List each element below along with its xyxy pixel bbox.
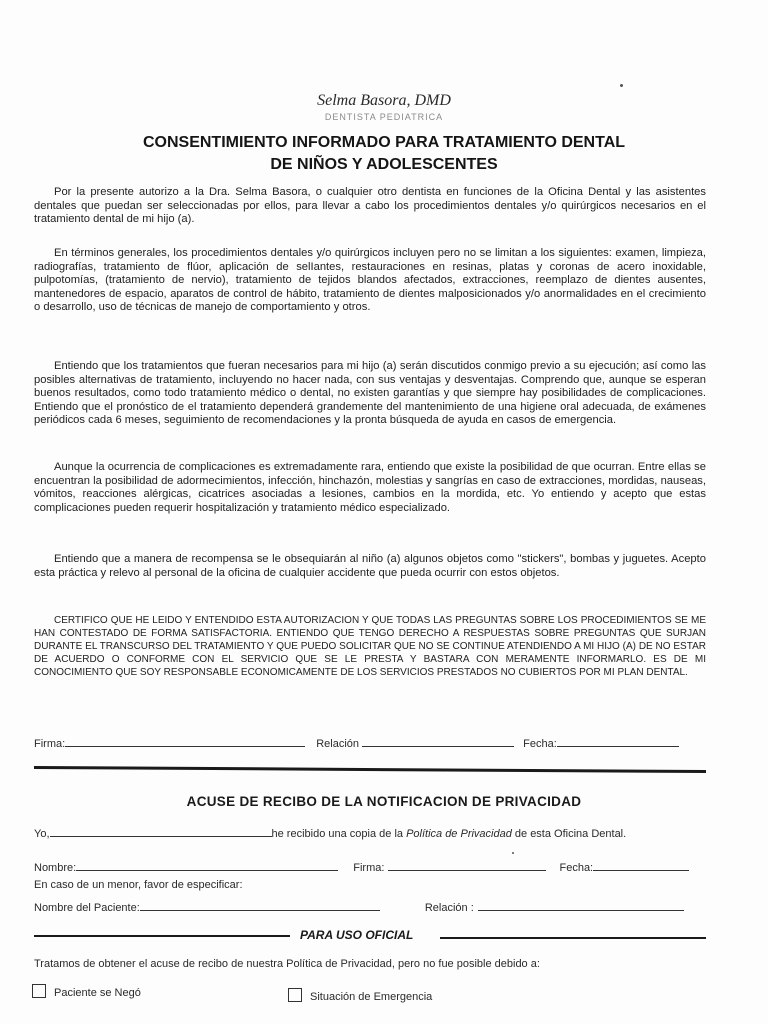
doctor-specialty: DENTISTA PEDIATRICA [324,112,444,122]
fecha-label: Fecha: [523,738,557,750]
consent-paragraph-1: Por la presente autorizo a la Dra. Selma Basora, o cualquier otro dentista en funciones de la Oficina Dental y las asistentes dentales que puedan ser seleccionadas por ellos, para llevar a cabo los procedimientos dentales y/o quirúrgicos necesarios en el tratamiento dental de mi hijo (a). [34,186,706,226]
option-emergency-label: Situación de Emergencia [310,991,433,1003]
consent-title-line1: CONSENTIMIENTO INFORMADO PARA TRATAMIENTO DENTAL [142,134,626,151]
yo-statement-tail: de esta Oficina Dental. [511,828,627,840]
relacion-label: Relación [316,738,360,750]
nombre-line[interactable] [76,860,338,871]
privacy-relacion-label: Relación : [424,902,474,914]
privacy-firma-label: Firma: [353,862,385,874]
consent-paragraph-4: Aunque la ocurrencia de complicaciones es extremadamente rara, entiendo que existe la posibilidad de que ocurran. Entre ellas se encuentran la posibilidad de adormecimientos, infección, hinchazón, molestias y sangrías en caso de extracciones, mordidas, nauseas, vómitos, reacciones alérgicas, cicatrices asociadas a lesiones, cambios en la mordida, etc. Yo entiendo y acepto que estas complicaciones pueden requerir hospitalización y tratamiento médico especializado. [34,461,706,514]
section-divider [34,766,706,773]
patient-row [34,900,704,914]
privacy-fecha-line[interactable] [593,860,689,871]
consent-paragraph-5: Entiendo que a manera de recompensa se le obsequiarán al niño (a) algunos objetos como "stickers", bombas y juguetes. Acepto esta práctica y relevo al personal de la oficina de cualquier accidente que pueda ocurrir con estos objetos. [34,553,706,579]
relacion-line[interactable] [362,736,514,747]
official-rule-left [34,935,290,937]
option-patient-refused[interactable] [32,984,141,999]
consent-paragraph-3: Entiendo que los tratamientos que fueran necesarios para mi hijo (a) serán discutidos conmigo previo a su ejecución; así como las posibles alternativas de tratamiento, incluyendo no hacer nada, con sus ventajas y desventajas. Comprendo que, aunque se esperan buenos resultados, como todo tratamiento médico o dental, no existen garantías y que siempre hay posibilidades de complicaciones. Entiendo que el pronóstico de el tratamiento dependerá grandemente del mantenimiento de una higiene oral adecuada, de exámenes periódicos cada 6 meses, seguimiento de recomendaciones y la pronta búsqueda de ayuda en casos de emergencia. [34,360,706,427]
patient-name-line[interactable] [140,900,380,911]
privacy-title: ACUSE DE RECIBO DE LA NOTIFICACION DE PRIVACIDAD [186,794,582,809]
scan-speck [512,852,514,854]
official-note: Tratamos de obtener el acuse de recibo de nuestra Política de Privacidad, pero no fue posible debido a: [34,958,540,970]
yo-name-line[interactable] [50,826,272,837]
privacy-firma-line[interactable] [388,860,546,871]
scan-speck [620,84,623,87]
privacy-fecha-label: Fecha: [559,862,594,874]
doctor-name: Selma Basora, DMD [317,92,451,109]
privacy-relacion-line[interactable] [478,900,684,911]
nombre-label: Nombre: [34,862,77,874]
consent-signature-row [34,736,704,750]
fecha-line[interactable] [557,736,679,747]
official-rule-right [440,937,706,939]
option-emergency[interactable] [288,988,432,1003]
checkbox-emergency[interactable] [288,988,302,1002]
consent-title-line2: DE NIÑOS Y ADOLESCENTES [270,156,498,173]
consent-certification: CERTIFICO QUE HE LEIDO Y ENTENDIDO ESTA AUTORIZACION Y QUE TODAS LAS PREGUNTAS SOBRE LOS PROCEDIMIENTOS SE ME HAN CONTESTADO DE FORMA SATISFACTORIA. ENTIENDO QUE TENGO DERECHO A RESPUESTAS SOBRE PREGUNTAS QUE SURJAN DURANTE EL TRANSCURSO DEL TRATAMIENTO Y QUE PUEDO SOLICITAR QUE NO SE CONTINUE ATENDIENDO A MI HIJO (A) DE NO ESTAR DE ACUERDO O CONFORME CON EL SERVICIO QUE SE LE PRESTA Y BASTARA CON MERAMENTE INFORMARLO. ES DE MI CONOCIMIENTO QUE SOY RESPONSABLE ECONOMICAMENTE DE LOS SERVICIOS PRESTADOS NO CUBIERTOS POR MI PLAN DENTAL. [34,615,706,678]
privacy-yo-row [34,826,704,840]
firma-label: Firma: [34,738,66,750]
consent-paragraph-2: En términos generales, los procedimientos dentales y/o quirúrgicos incluyen pero no se limitan a los siguientes: examen, limpieza, radiografías, tratamiento de flúor, aplicación de selIantes, restauraciones en resinas, platas y coronas de acero inoxidable, pulpotomías, (tratamiento de nervio), tratamiento de tejidos blandos afectados, extracciones, reemplazo de dientes ausentes, mantenedores de espacio, aparatos de control de hábito, tratamiento de dientes malposicionados y/o anormalidades en el crecimiento o desarrollo, uso de técnicas de manejo de comportamiento y otros. [34,247,706,314]
privacy-signature-row [34,860,704,874]
yo-label: Yo, [34,828,50,840]
official-use-label: PARA USO OFICIAL [300,928,414,942]
checkbox-patient-refused[interactable] [32,984,46,998]
privacy-policy-name: Política de Privacidad [406,828,512,840]
minor-note: En caso de un menor, favor de especificar: [34,879,243,891]
patient-label: Nombre del Paciente: [34,902,140,914]
yo-statement: he recibido una copia de la [271,828,407,840]
option-patient-refused-label: Paciente se Negó [54,987,141,999]
firma-line[interactable] [65,736,305,747]
